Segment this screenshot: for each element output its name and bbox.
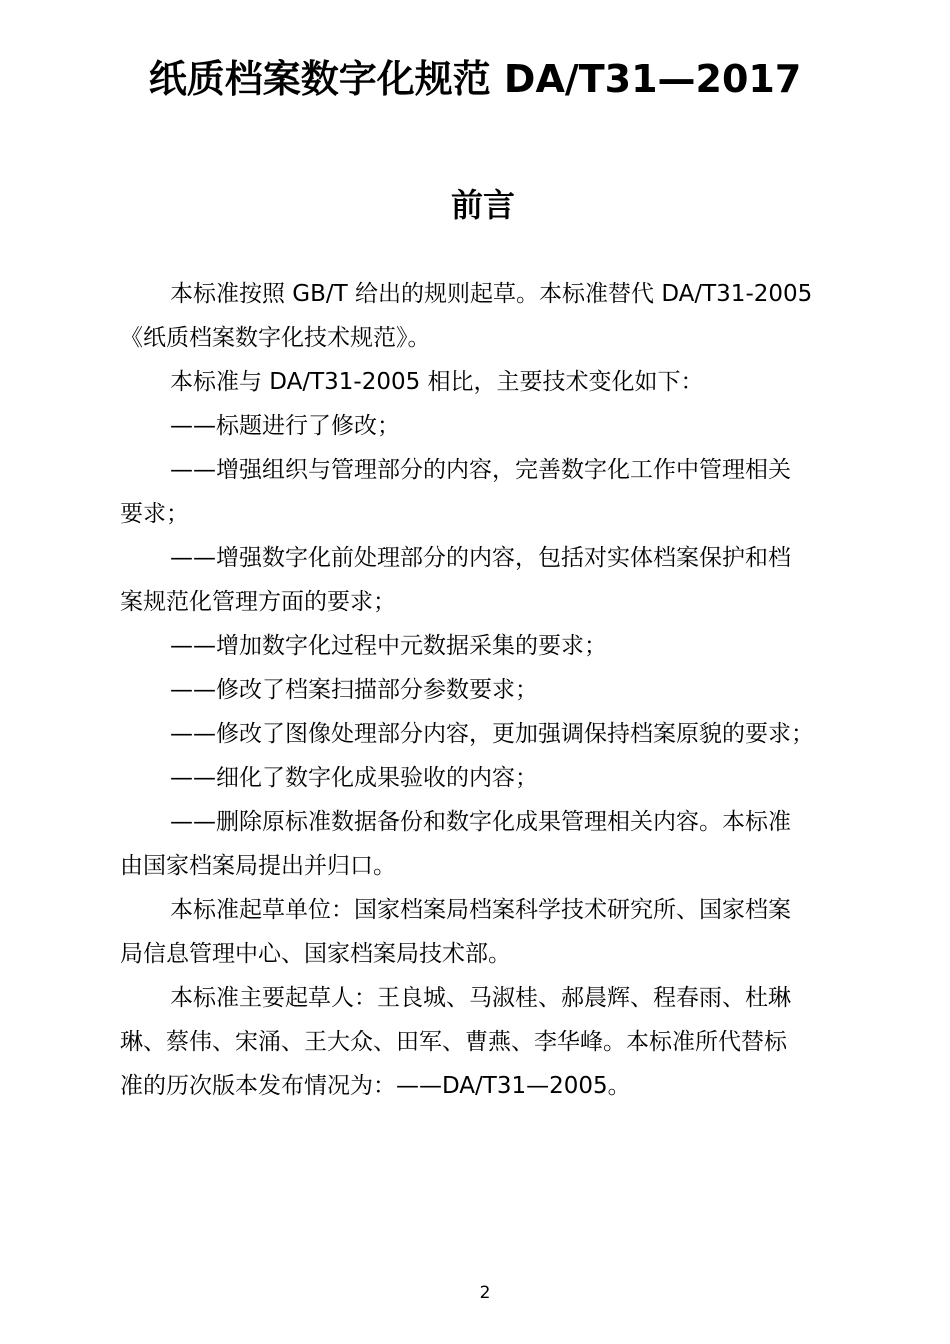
text-line: 局信息管理中心、国家档案局技术部。	[120, 941, 511, 967]
text-line: ——增加数字化过程中元数据采集的要求；	[170, 633, 607, 659]
text-line: 要求；	[120, 501, 189, 527]
text-line: ——修改了图像处理部分内容，更加强调保持档案原貌的要求；	[170, 721, 814, 747]
text-line: ——修改了档案扫描部分参数要求；	[170, 677, 538, 703]
text-line: ——增强组织与管理部分的内容，完善数字化工作中管理相关	[170, 457, 791, 483]
text-line: ——标题进行了修改；	[170, 413, 400, 439]
text-line: ——删除原标准数据备份和数字化成果管理相关内容。本标准	[170, 809, 791, 835]
text-line: 本标准与 DA/T31-2005 相比，主要技术变化如下：	[170, 369, 704, 395]
text-line: ——增强数字化前处理部分的内容，包括对实体档案保护和档	[170, 545, 791, 571]
preface-body	[120, 272, 865, 1108]
text-line: 本标准主要起草人：王良城、马淑桂、郝晨辉、程春雨、杜琳	[170, 985, 791, 1011]
section-heading-preface: 前言	[450, 186, 515, 224]
page-number: 2	[479, 1283, 491, 1303]
text-line: 案规范化管理方面的要求；	[120, 589, 396, 615]
text-line: ——细化了数字化成果验收的内容；	[170, 765, 538, 791]
text-line: 由国家档案局提出并归口。	[120, 853, 396, 879]
text-line: 《纸质档案数字化技术规范》。	[120, 325, 431, 351]
text-line: 准的历次版本发布情况为：——DA/T31—2005。	[120, 1073, 631, 1099]
text-line: 本标准按照 GB/T 给出的规则起草。本标准替代 DA/T31-2005	[170, 281, 813, 307]
text-line: 本标准起草单位：国家档案局档案科学技术研究所、国家档案	[170, 897, 791, 923]
text-line: 琳、蔡伟、宋涌、王大众、田军、曹燕、李华峰。本标准所代替标	[120, 1029, 787, 1055]
document-title: 纸质档案数字化规范 DA/T31—2017	[148, 57, 802, 101]
